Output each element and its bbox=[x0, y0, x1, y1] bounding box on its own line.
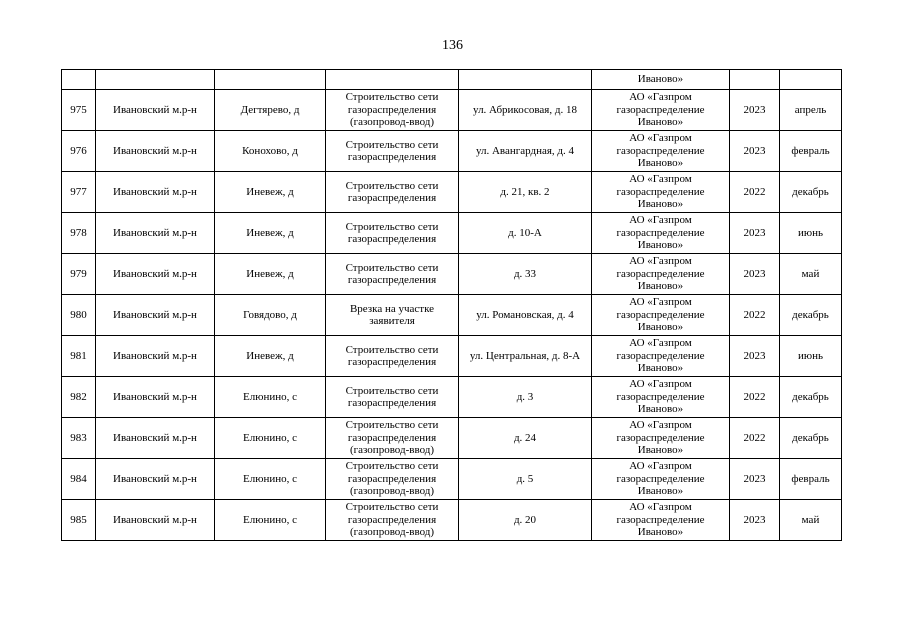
cell-month: декабрь bbox=[780, 377, 842, 418]
cell-num: 981 bbox=[62, 336, 96, 377]
cell-num: 985 bbox=[62, 500, 96, 541]
cell-month: декабрь bbox=[780, 418, 842, 459]
table-row bbox=[62, 377, 842, 418]
cell-district: Ивановский м.р-н bbox=[96, 336, 215, 377]
cell-locality: Елюнино, с bbox=[215, 377, 326, 418]
cell-district: Ивановский м.р-н bbox=[96, 295, 215, 336]
cell-address: д. 20 bbox=[459, 500, 592, 541]
cell-district: Ивановский м.р-н bbox=[96, 90, 215, 131]
cell-num: 980 bbox=[62, 295, 96, 336]
cell-organization: АО «Газпром газораспределение Иваново» bbox=[592, 172, 730, 213]
cell-address bbox=[459, 70, 592, 90]
cell-month: май bbox=[780, 254, 842, 295]
cell-organization: АО «Газпром газораспределение Иваново» bbox=[592, 377, 730, 418]
cell-locality: Елюнино, с bbox=[215, 459, 326, 500]
cell-work: Строительство сети газораспределения (газопровод-ввод) bbox=[326, 418, 459, 459]
cell-year: 2022 bbox=[730, 172, 780, 213]
cell-address: д. 24 bbox=[459, 418, 592, 459]
cell-address: д. 3 bbox=[459, 377, 592, 418]
cell-locality: Конохово, д bbox=[215, 131, 326, 172]
cell-work: Строительство сети газораспределения bbox=[326, 213, 459, 254]
cell-num bbox=[62, 70, 96, 90]
cell-month bbox=[780, 70, 842, 90]
cell-address: ул. Абрикосовая, д. 18 bbox=[459, 90, 592, 131]
cell-year: 2023 bbox=[730, 90, 780, 131]
cell-organization: АО «Газпром газораспределение Иваново» bbox=[592, 254, 730, 295]
cell-year: 2023 bbox=[730, 336, 780, 377]
cell-locality: Иневеж, д bbox=[215, 213, 326, 254]
cell-work: Строительство сети газораспределения (газопровод-ввод) bbox=[326, 90, 459, 131]
table-row bbox=[62, 295, 842, 336]
cell-year: 2023 bbox=[730, 131, 780, 172]
cell-month: апрель bbox=[780, 90, 842, 131]
cell-organization: АО «Газпром газораспределение Иваново» bbox=[592, 131, 730, 172]
cell-locality: Дегтярево, д bbox=[215, 90, 326, 131]
cell-locality: Говядово, д bbox=[215, 295, 326, 336]
table-row bbox=[62, 254, 842, 295]
cell-organization: АО «Газпром газораспределение Иваново» bbox=[592, 213, 730, 254]
cell-organization: АО «Газпром газораспределение Иваново» bbox=[592, 500, 730, 541]
cell-year: 2022 bbox=[730, 418, 780, 459]
cell-work: Строительство сети газораспределения bbox=[326, 131, 459, 172]
cell-work: Строительство сети газораспределения (газопровод-ввод) bbox=[326, 459, 459, 500]
cell-district: Ивановский м.р-н bbox=[96, 172, 215, 213]
cell-district: Ивановский м.р-н bbox=[96, 459, 215, 500]
cell-organization: АО «Газпром газораспределение Иваново» bbox=[592, 336, 730, 377]
cell-organization: АО «Газпром газораспределение Иваново» bbox=[592, 295, 730, 336]
cell-locality: Иневеж, д bbox=[215, 254, 326, 295]
cell-year bbox=[730, 70, 780, 90]
cell-num: 978 bbox=[62, 213, 96, 254]
cell-num: 979 bbox=[62, 254, 96, 295]
cell-month: декабрь bbox=[780, 295, 842, 336]
cell-year: 2023 bbox=[730, 459, 780, 500]
cell-locality: Елюнино, с bbox=[215, 418, 326, 459]
cell-district: Ивановский м.р-н bbox=[96, 418, 215, 459]
gas-works-table bbox=[61, 69, 842, 541]
cell-district: Ивановский м.р-н bbox=[96, 254, 215, 295]
table-row bbox=[62, 336, 842, 377]
table-row bbox=[62, 90, 842, 131]
cell-month: февраль bbox=[780, 459, 842, 500]
cell-num: 977 bbox=[62, 172, 96, 213]
cell-address: д. 10-А bbox=[459, 213, 592, 254]
cell-num: 982 bbox=[62, 377, 96, 418]
cell-month: июнь bbox=[780, 213, 842, 254]
table-row bbox=[62, 172, 842, 213]
cell-district: Ивановский м.р-н bbox=[96, 131, 215, 172]
cell-district: Ивановский м.р-н bbox=[96, 213, 215, 254]
table-row bbox=[62, 213, 842, 254]
cell-organization: АО «Газпром газораспределение Иваново» bbox=[592, 459, 730, 500]
cell-organization: АО «Газпром газораспределение Иваново» bbox=[592, 418, 730, 459]
cell-year: 2023 bbox=[730, 500, 780, 541]
cell-district bbox=[96, 70, 215, 90]
cell-locality: Иневеж, д bbox=[215, 172, 326, 213]
continuation-row bbox=[62, 70, 842, 90]
cell-address: д. 33 bbox=[459, 254, 592, 295]
cell-address: д. 21, кв. 2 bbox=[459, 172, 592, 213]
cell-month: май bbox=[780, 500, 842, 541]
cell-year: 2022 bbox=[730, 295, 780, 336]
cell-work: Строительство сети газораспределения bbox=[326, 377, 459, 418]
cell-num: 975 bbox=[62, 90, 96, 131]
cell-district: Ивановский м.р-н bbox=[96, 500, 215, 541]
cell-address: ул. Авангардная, д. 4 bbox=[459, 131, 592, 172]
cell-address: ул. Центральная, д. 8-А bbox=[459, 336, 592, 377]
cell-work bbox=[326, 70, 459, 90]
cell-work: Строительство сети газораспределения bbox=[326, 336, 459, 377]
cell-locality: Иневеж, д bbox=[215, 336, 326, 377]
table-row bbox=[62, 500, 842, 541]
cell-locality: Елюнино, с bbox=[215, 500, 326, 541]
table-row bbox=[62, 131, 842, 172]
table-row bbox=[62, 418, 842, 459]
cell-year: 2023 bbox=[730, 213, 780, 254]
page-number: 136 bbox=[442, 38, 463, 53]
cell-num: 983 bbox=[62, 418, 96, 459]
cell-organization: Иваново» bbox=[592, 70, 730, 90]
table-row bbox=[62, 459, 842, 500]
cell-address: ул. Романовская, д. 4 bbox=[459, 295, 592, 336]
cell-locality bbox=[215, 70, 326, 90]
cell-year: 2023 bbox=[730, 254, 780, 295]
cell-district: Ивановский м.р-н bbox=[96, 377, 215, 418]
cell-year: 2022 bbox=[730, 377, 780, 418]
cell-organization: АО «Газпром газораспределение Иваново» bbox=[592, 90, 730, 131]
cell-work: Врезка на участке заявителя bbox=[326, 295, 459, 336]
cell-work: Строительство сети газораспределения bbox=[326, 254, 459, 295]
cell-num: 984 bbox=[62, 459, 96, 500]
cell-month: февраль bbox=[780, 131, 842, 172]
cell-work: Строительство сети газораспределения bbox=[326, 172, 459, 213]
cell-address: д. 5 bbox=[459, 459, 592, 500]
cell-month: декабрь bbox=[780, 172, 842, 213]
cell-month: июнь bbox=[780, 336, 842, 377]
cell-work: Строительство сети газораспределения (газопровод-ввод) bbox=[326, 500, 459, 541]
cell-num: 976 bbox=[62, 131, 96, 172]
